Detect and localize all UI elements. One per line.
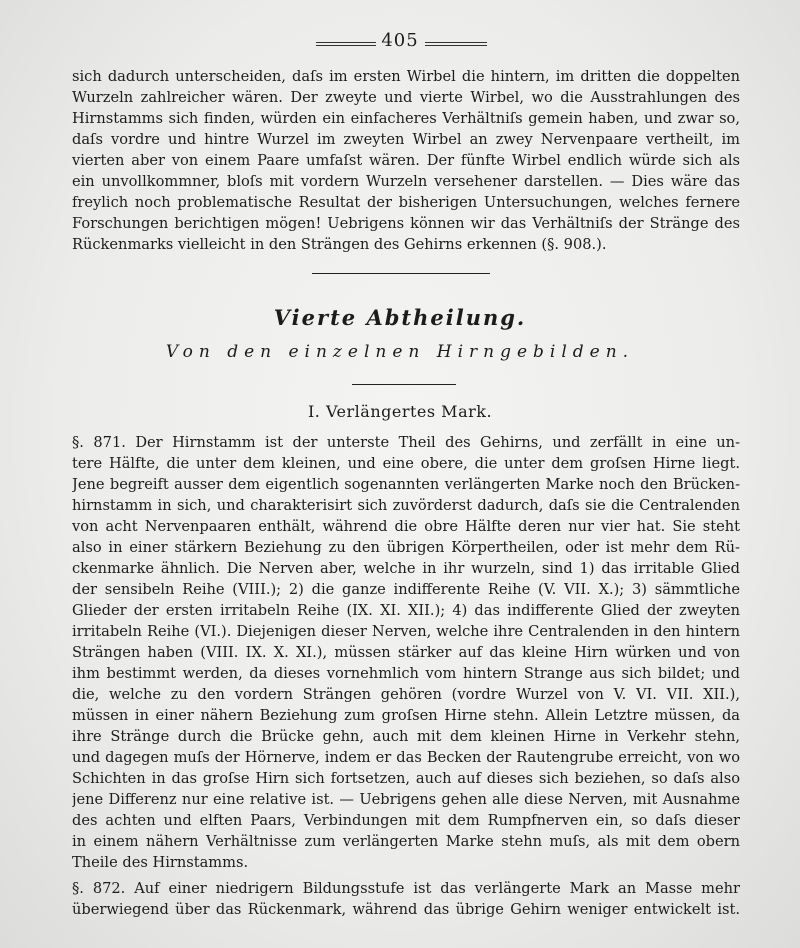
section-divider-top	[312, 273, 490, 274]
page-header	[0, 30, 800, 54]
text-line: müssen in einer nähern Beziehung zum groſsen Hirne stehn. Allein Letztre müssen, da	[72, 707, 740, 724]
text-line: in einem nähern Verhältnisse zum verlängerten Marke stehn muſs, als mit dem obern	[72, 833, 740, 850]
text-line: Wurzeln zahlreicher wären. Der zweyte und vierte Wirbel, wo die Ausstrahlungen des	[72, 89, 740, 106]
text-line: von acht Nervenpaaren enthält, während die obre Hälfte deren nur vier hat. Sie steht	[72, 518, 740, 535]
text-line: Schichten in das groſse Hirn sich fortsetzen, auch auf dieses sich beziehen, so daſs also	[72, 770, 740, 787]
text-line: überwiegend über das Rückenmark, während das übrige Gehirn weniger entwickelt ist.	[72, 901, 740, 918]
text-line: des achten und elften Paars, Verbindungen mit dem Rumpfnerven ein, so daſs dieser	[72, 812, 740, 829]
text-line: und dagegen muſs der Hörnerve, indem er das Becken der Rautengrube erreicht, von wo	[72, 749, 740, 766]
text-line: sich dadurch unterscheiden, daſs im ersten Wirbel die hintern, im dritten die doppelten	[72, 68, 740, 85]
section-divider-bottom	[352, 384, 456, 385]
text-line: Rückenmarks vielleicht in den Strängen des Gehirns erkennen (§. 908.).	[72, 236, 607, 253]
text-line: jene Differenz nur eine relative ist. — Uebrigens gehen alle diese Nerven, mit Ausnahme	[72, 791, 740, 808]
text-line: Glieder der ersten irritabeln Reihe (IX. XI. XII.); 4) das indifferente Glied der zweyten	[72, 602, 740, 619]
text-line: §. 872. Auf einer niedrigern Bildungsstufe ist das verlängerte Mark an Masse mehr	[72, 880, 740, 897]
text-line: hirnstamm in sich, und charakterisirt sich zuvörderst dadurch, daſs sie die Centralenden	[72, 497, 740, 514]
text-line: Forschungen berichtigen mögen! Uebrigens können wir das Verhältniſs der Stränge des	[72, 215, 740, 232]
text-line: vierten aber von einem Paare umfaſst wären. Der fünfte Wirbel endlich würde sich als	[72, 152, 740, 169]
section-subtitle: Von den einzelnen Hirngebilden.	[165, 342, 635, 362]
subheading: I. Verlängertes Mark.	[307, 402, 493, 421]
text-line: der sensibeln Reihe (VIII.); 2) die ganze indifferente Reihe (V. VII. X.); 3) sämmtliche	[72, 581, 740, 598]
text-line: also in einer stärkern Beziehung zu den übrigen Körpertheilen, oder ist mehr dem Rü-	[72, 539, 740, 556]
text-line: irritabeln Reihe (VI.). Diejenigen dieser Nerven, welche ihre Centralenden in den hintern	[72, 623, 740, 640]
text-line: ihre Stränge durch die Brücke gehn, auch mit dem kleinen Hirne in Verkehr stehn,	[72, 728, 740, 745]
page-number: 405	[381, 30, 419, 51]
header-rule-right	[425, 42, 487, 46]
text-line: Theile des Hirnstamms.	[72, 854, 249, 871]
text-line: §. 871. Der Hirnstamm ist der unterste Theil des Gehirns, und zerfällt in eine un-	[72, 434, 740, 451]
text-line: die, welche zu den vordern Strängen gehören (vordre Wurzel von V. VI. VII. XII.),	[72, 686, 740, 703]
text-line: ein unvollkommner, bloſs mit vordern Wurzeln versehener darstellen. — Dies wäre das	[72, 173, 740, 190]
text-line: freylich noch problematische Resultat der bisherigen Untersuchungen, welches fernere	[72, 194, 740, 211]
text-line: ihm bestimmt werden, da dieses vornehmlich vom hintern Strange aus sich bildet; und	[72, 665, 740, 682]
paragraph-871	[72, 432, 740, 873]
text-line: Jene begreift ausser dem eigentlich sogenannten verlängerten Marke noch den Brücken-	[72, 476, 740, 493]
section-title: Vierte Abtheilung.	[273, 305, 527, 330]
paragraph-continuation	[72, 66, 740, 255]
text-line: Hirnstamms sich finden, würden ein einfacheres Verhältniſs gemein haben, und zwar so,	[72, 110, 740, 127]
text-line: ckenmarke ähnlich. Die Nerven aber, welche in ihr wurzeln, sind 1) das irritable Glied	[72, 560, 740, 577]
text-line: tere Hälfte, die unter dem kleinen, und eine obere, die unter dem groſsen Hirne liegt.	[72, 455, 740, 472]
paragraph-872	[72, 878, 740, 920]
text-line: Strängen haben (VIII. IX. X. XI.), müssen stärker auf das kleine Hirn würken und von	[72, 644, 740, 661]
text-line: daſs vordre und hintre Wurzel im zweyten Wirbel an zwey Nervenpaare vertheilt, im	[72, 131, 740, 148]
